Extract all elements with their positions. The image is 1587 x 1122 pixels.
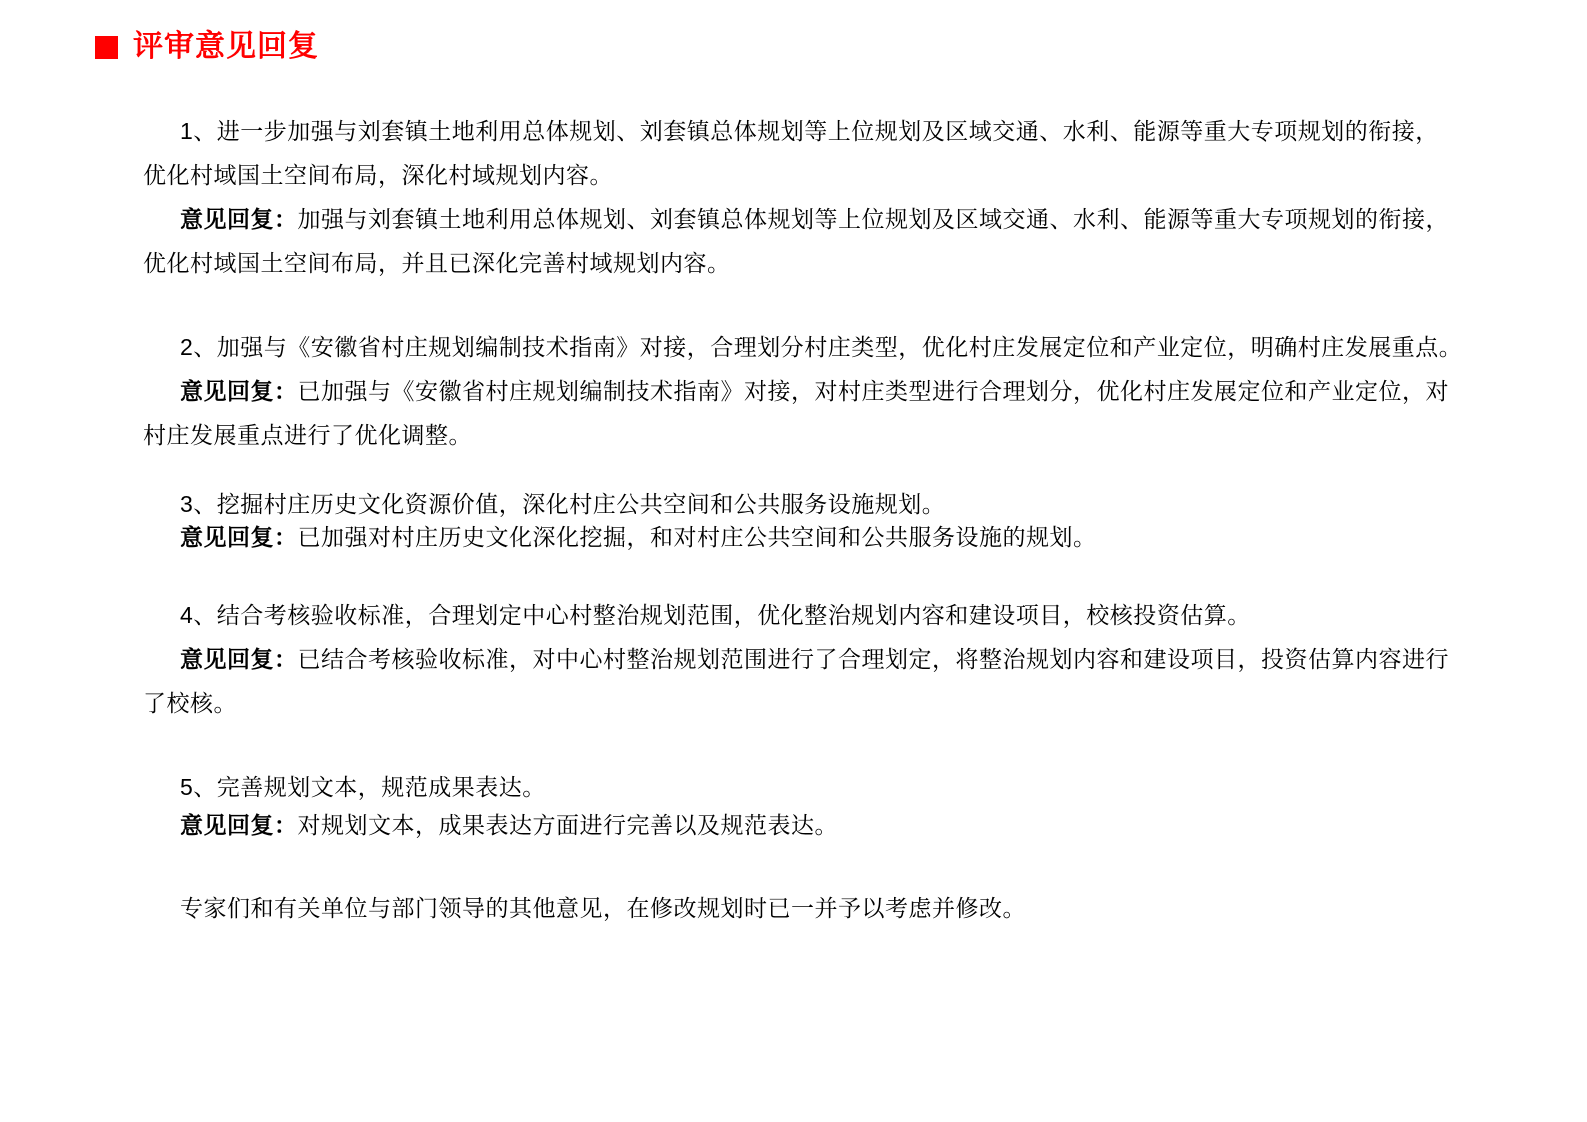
reply-cont-line [143,413,1527,457]
line-text: 优化村域国土空间布局，深化村域规划内容。 [143,162,613,188]
reply-line [143,637,1527,681]
review-comment-line [143,109,1527,153]
document-body [143,109,1527,930]
closing-line [143,886,1527,930]
reply-label: 意见回复： [180,812,298,838]
line-text: 1、进一步加强与刘套镇土地利用总体规划、刘套镇总体规划等上位规划及区域交通、水利、能源等重大专项规划的衔接， [180,118,1439,144]
reply-label: 意见回复： [180,646,298,672]
review-comment-line [143,325,1527,369]
line-text: 专家们和有关单位与部门领导的其他意见，在修改规划时已一并予以考虑并修改。 [180,895,1026,921]
review-comment-line [143,593,1527,637]
review-comment-line [143,482,1527,526]
line-text: 5、完善规划文本，规范成果表达。 [180,774,546,800]
line-text: 村庄发展重点进行了优化调整。 [143,422,472,448]
line-text: 2、加强与《安徽省村庄规划编制技术指南》对接，合理划分村庄类型，优化村庄发展定位和产业定位，明确村庄发展重点。 [180,334,1463,360]
line-text: 了校核。 [143,690,237,716]
reply-cont-line [143,241,1527,285]
reply-line [143,526,1527,548]
line-text: 4、结合考核验收标准，合理划定中心村整治规划范围，优化整治规划内容和建设项目，校核投资估算。 [180,602,1251,628]
line-text: 已结合考核验收标准，对中心村整治规划范围进行了合理划定，将整治规划内容和建设项目，投资估算内容进行 [297,646,1449,672]
reply-label: 意见回复： [180,206,298,232]
reply-label: 意见回复： [180,378,298,404]
reply-line [143,809,1527,841]
line-text: 3、挖掘村庄历史文化资源价值，深化村庄公共空间和公共服务设施规划。 [180,491,946,517]
review-comment-cont-line [143,153,1527,197]
line-text: 已加强与《安徽省村庄规划编制技术指南》对接，对村庄类型进行合理划分，优化村庄发展定位和产业定位，对 [297,378,1449,404]
reply-label: 意见回复： [180,524,298,550]
line-text: 对规划文本，成果表达方面进行完善以及规范表达。 [297,812,838,838]
reply-cont-line [143,681,1527,725]
line-text: 已加强对村庄历史文化深化挖掘，和对村庄公共空间和公共服务设施的规划。 [297,524,1097,550]
review-comment-line [143,765,1527,809]
section-heading [95,0,1587,70]
red-square-bullet-icon [95,36,118,59]
line-text: 优化村域国土空间布局，并且已深化完善村域规划内容。 [143,250,731,276]
line-text: 加强与刘套镇土地利用总体规划、刘套镇总体规划等上位规划及区域交通、水利、能源等重大专项规划的衔接， [297,206,1449,232]
reply-line [143,369,1527,413]
page-title: 评审意见回复 [133,30,319,63]
reply-line [143,197,1527,241]
